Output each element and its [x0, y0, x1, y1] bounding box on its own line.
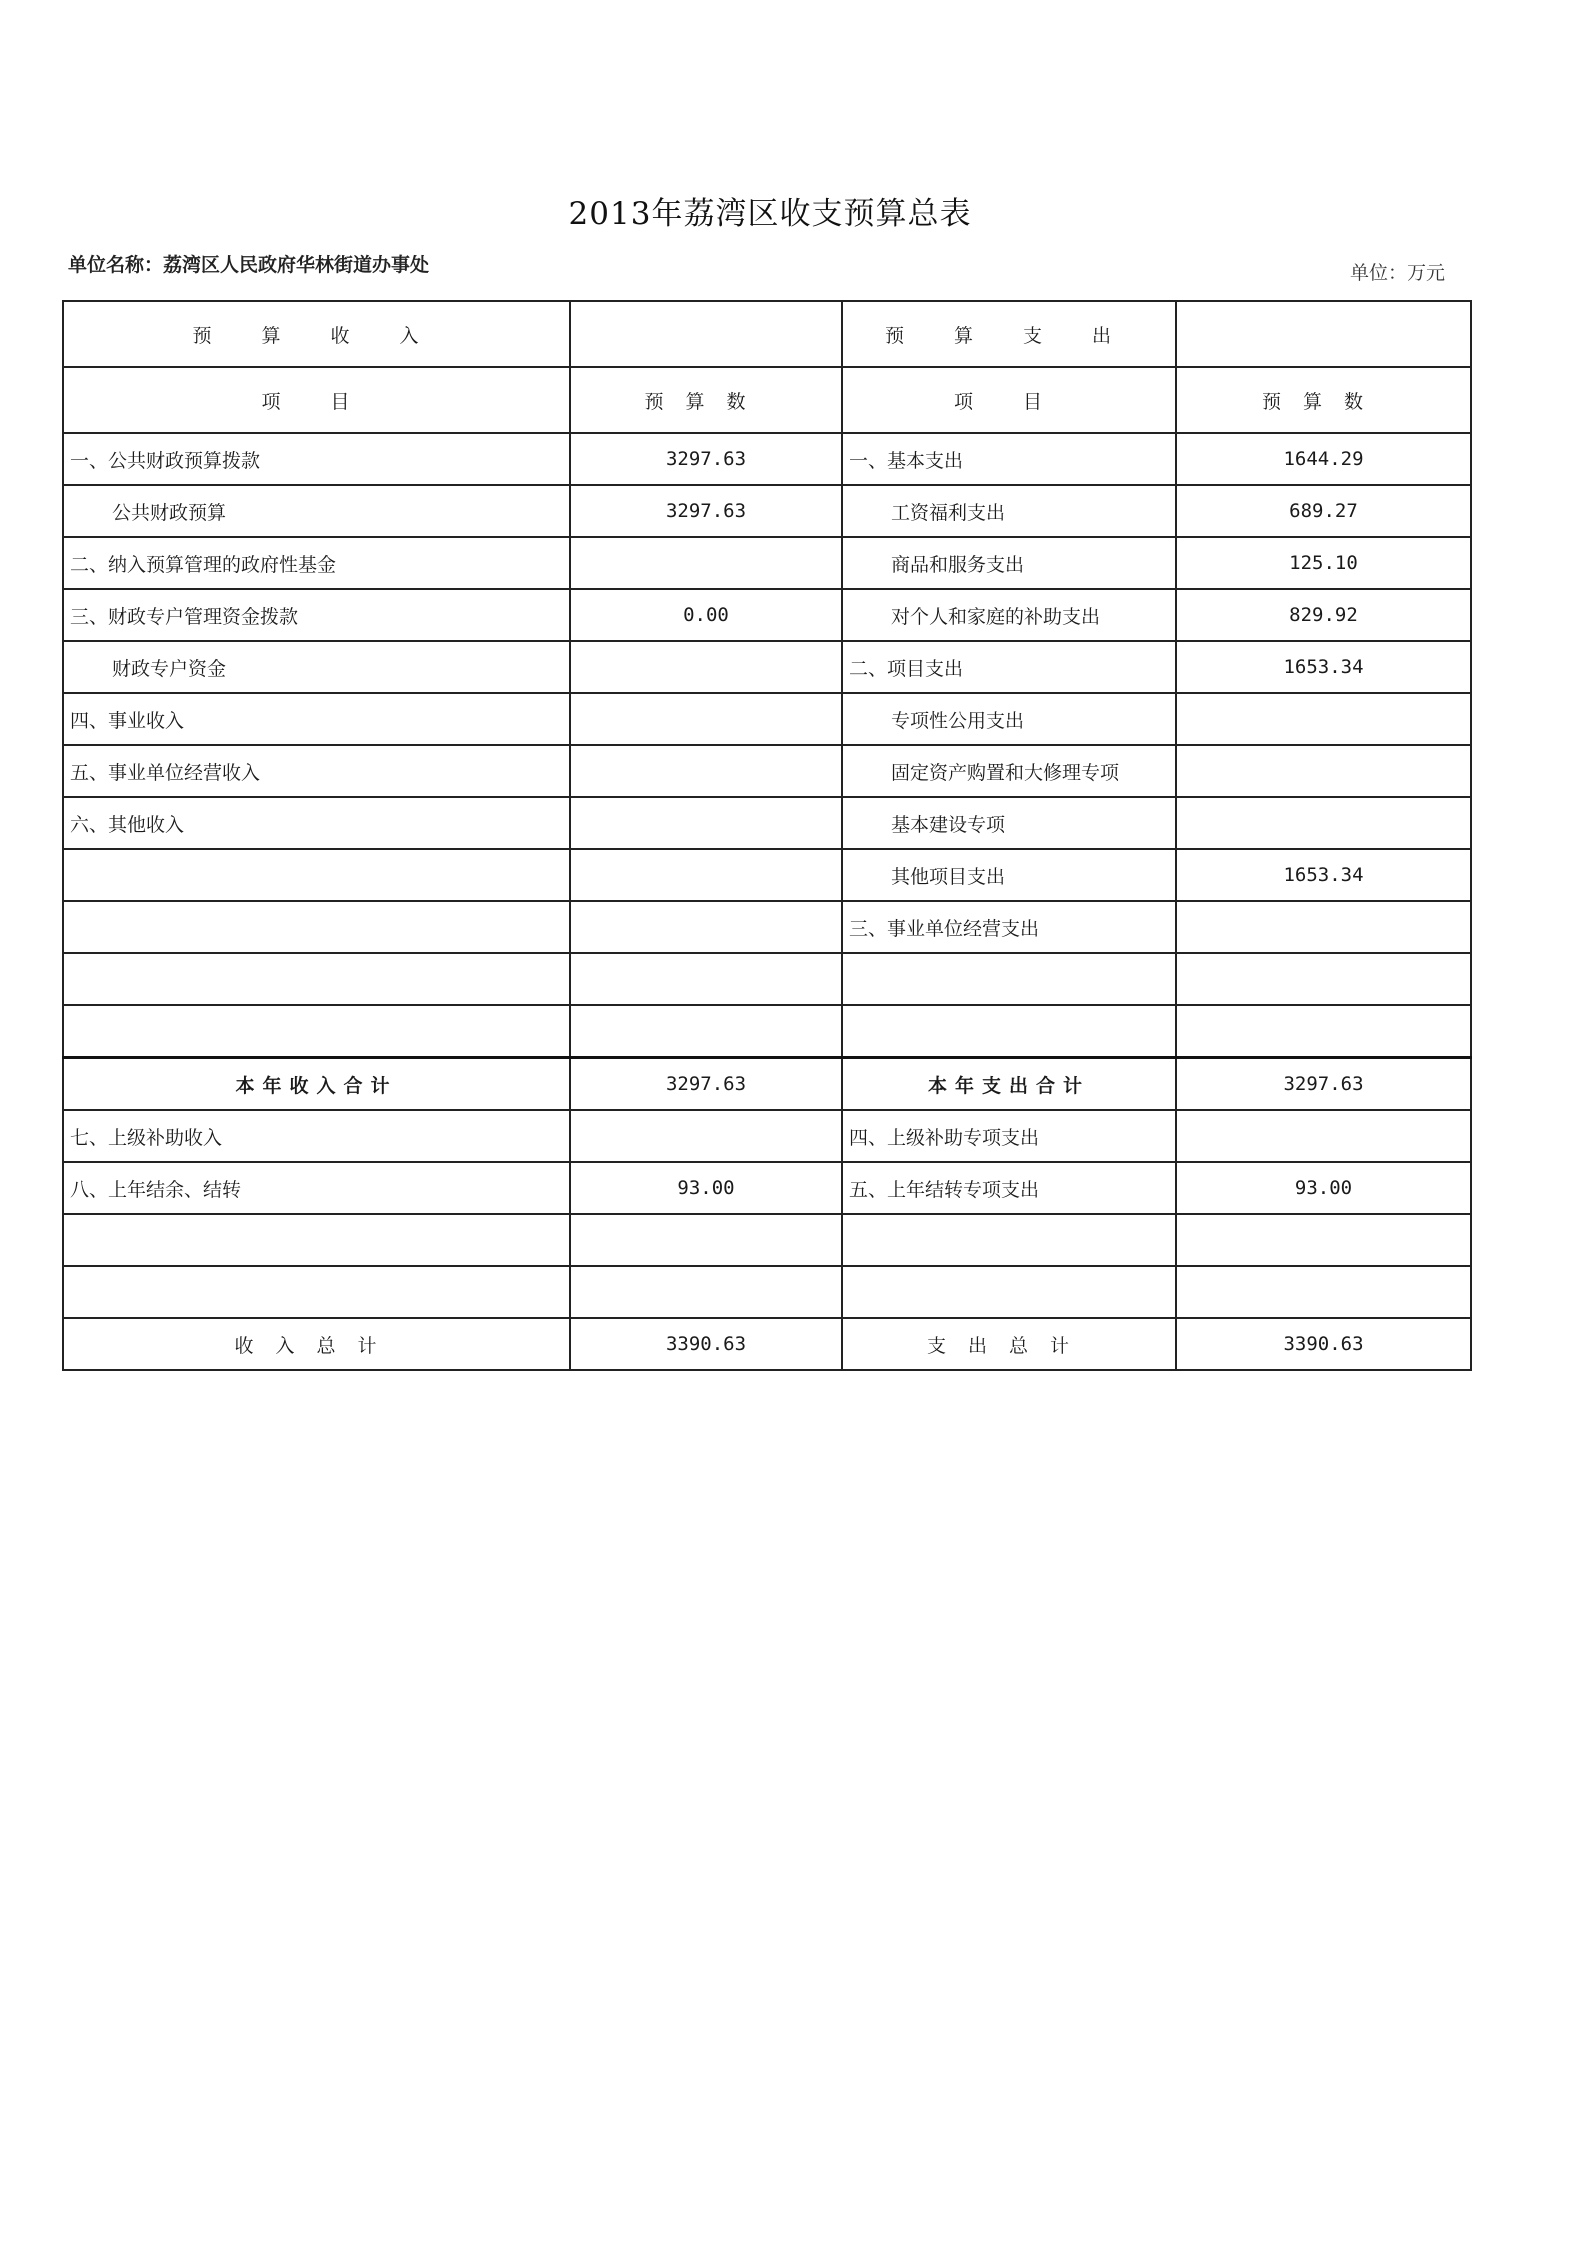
expense-item: 专项性公用支出 — [842, 693, 1176, 745]
expense-header: 预 算 支 出 — [842, 301, 1176, 367]
empty-cell — [570, 1266, 842, 1318]
income-item: 五、事业单位经营收入 — [63, 745, 570, 797]
income-value — [570, 745, 842, 797]
total-row — [63, 1318, 1471, 1370]
expense-item: 基本建设专项 — [842, 797, 1176, 849]
expense-value: 829.92 — [1176, 589, 1471, 641]
income-value: 93.00 — [570, 1162, 842, 1214]
expense-item: 三、事业单位经营支出 — [842, 901, 1176, 953]
budget-table — [62, 300, 1472, 1371]
expense-value: 1653.34 — [1176, 849, 1471, 901]
income-item-header: 项 目 — [63, 367, 570, 433]
income-item: 八、上年结余、结转 — [63, 1162, 570, 1214]
income-item: 七、上级补助收入 — [63, 1110, 570, 1162]
empty-cell — [570, 1005, 842, 1058]
empty-cell — [1176, 1266, 1471, 1318]
income-value: 0.00 — [570, 589, 842, 641]
expense-value — [1176, 745, 1471, 797]
unit-label: 单位：万元 — [1350, 262, 1446, 284]
income-item: 六、其他收入 — [63, 797, 570, 849]
empty-cell — [842, 1266, 1176, 1318]
income-item: 财政专户资金 — [63, 641, 570, 693]
table-row — [63, 693, 1471, 745]
empty-cell — [63, 849, 570, 901]
empty-cell — [570, 301, 842, 367]
table-row — [63, 641, 1471, 693]
header-row-columns — [63, 367, 1471, 433]
table-row — [63, 1266, 1471, 1318]
expense-total-label: 支出总计 — [842, 1318, 1176, 1370]
income-value: 3297.63 — [570, 433, 842, 485]
expense-amount-header: 预算数 — [1176, 367, 1471, 433]
page-title: 2013年荔湾区收支预算总表 — [568, 196, 972, 232]
income-value — [570, 1110, 842, 1162]
income-item: 四、事业收入 — [63, 693, 570, 745]
expense-item: 五、上年结转专项支出 — [842, 1162, 1176, 1214]
empty-cell — [1176, 1214, 1471, 1266]
table-row — [63, 849, 1471, 901]
income-value — [570, 641, 842, 693]
expense-item: 对个人和家庭的补助支出 — [842, 589, 1176, 641]
empty-cell — [842, 953, 1176, 1005]
income-subtotal-label: 本年收入合计 — [63, 1058, 570, 1111]
empty-cell — [570, 953, 842, 1005]
table-row — [63, 745, 1471, 797]
empty-cell — [1176, 1005, 1471, 1058]
expense-value: 93.00 — [1176, 1162, 1471, 1214]
table-row — [63, 1214, 1471, 1266]
empty-cell — [842, 1005, 1176, 1058]
empty-cell — [63, 1214, 570, 1266]
table-row — [63, 537, 1471, 589]
income-subtotal-value: 3297.63 — [570, 1058, 842, 1111]
table-row — [63, 953, 1471, 1005]
expense-item: 固定资产购置和大修理专项 — [842, 745, 1176, 797]
table-row — [63, 1005, 1471, 1058]
empty-cell — [570, 849, 842, 901]
expense-value: 1653.34 — [1176, 641, 1471, 693]
empty-cell — [63, 953, 570, 1005]
empty-cell — [570, 901, 842, 953]
income-value: 3297.63 — [570, 485, 842, 537]
expense-item-header: 项 目 — [842, 367, 1176, 433]
table-row — [63, 1110, 1471, 1162]
expense-item: 二、项目支出 — [842, 641, 1176, 693]
income-value — [570, 797, 842, 849]
income-total-value: 3390.63 — [570, 1318, 842, 1370]
expense-value — [1176, 1110, 1471, 1162]
income-item: 三、财政专户管理资金拨款 — [63, 589, 570, 641]
expense-item: 四、上级补助专项支出 — [842, 1110, 1176, 1162]
income-value — [570, 693, 842, 745]
expense-item: 商品和服务支出 — [842, 537, 1176, 589]
expense-subtotal-value: 3297.63 — [1176, 1058, 1471, 1111]
income-item: 一、公共财政预算拨款 — [63, 433, 570, 485]
income-value — [570, 537, 842, 589]
table-row — [63, 1162, 1471, 1214]
income-item: 二、纳入预算管理的政府性基金 — [63, 537, 570, 589]
expense-item: 其他项目支出 — [842, 849, 1176, 901]
expense-value: 125.10 — [1176, 537, 1471, 589]
subtotal-row — [63, 1058, 1471, 1111]
income-total-label: 收入总计 — [63, 1318, 570, 1370]
income-header: 预 算 收 入 — [63, 301, 570, 367]
empty-cell — [1176, 953, 1471, 1005]
table-row — [63, 589, 1471, 641]
empty-cell — [63, 901, 570, 953]
empty-cell — [842, 1214, 1176, 1266]
income-amount-header: 预算数 — [570, 367, 842, 433]
expense-value — [1176, 901, 1471, 953]
income-item: 公共财政预算 — [63, 485, 570, 537]
expense-value — [1176, 693, 1471, 745]
empty-cell — [570, 1214, 842, 1266]
expense-value: 1644.29 — [1176, 433, 1471, 485]
table-row — [63, 797, 1471, 849]
table-row — [63, 485, 1471, 537]
expense-value — [1176, 797, 1471, 849]
header-row-category — [63, 301, 1471, 367]
expense-total-value: 3390.63 — [1176, 1318, 1471, 1370]
table-row — [63, 433, 1471, 485]
empty-cell — [1176, 301, 1471, 367]
expense-value: 689.27 — [1176, 485, 1471, 537]
unit-name: 单位名称：荔湾区人民政府华林街道办事处 — [68, 254, 430, 276]
table-row — [63, 901, 1471, 953]
expense-item: 工资福利支出 — [842, 485, 1176, 537]
empty-cell — [63, 1005, 570, 1058]
expense-subtotal-label: 本年支出合计 — [842, 1058, 1176, 1111]
empty-cell — [63, 1266, 570, 1318]
expense-item: 一、基本支出 — [842, 433, 1176, 485]
